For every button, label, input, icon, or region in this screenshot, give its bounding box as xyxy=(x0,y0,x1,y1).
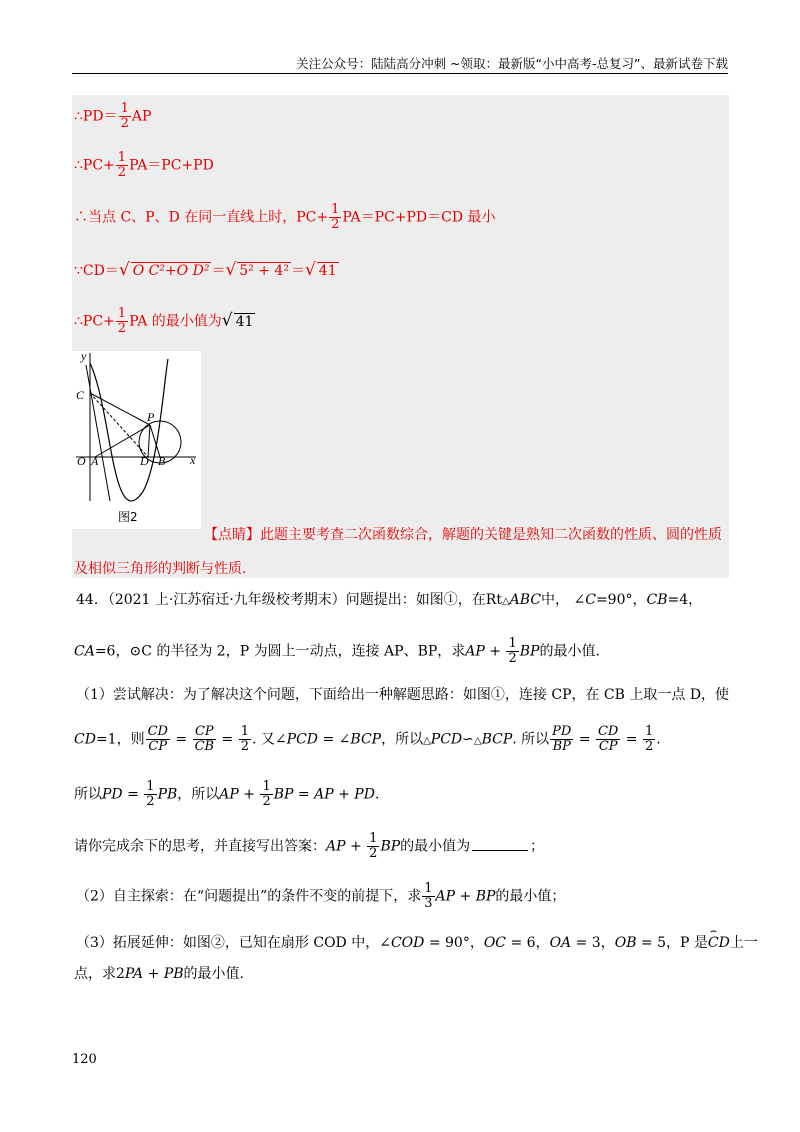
fraction xyxy=(329,203,341,232)
figure-2 xyxy=(72,351,201,529)
math: OB xyxy=(614,935,637,951)
text: 请你完成余下的思考，并直接写出答案： xyxy=(74,838,326,855)
text: ∴当点 C、P、D 在同一直线上时，PC+ xyxy=(74,209,329,226)
label-y: y xyxy=(81,351,87,363)
math: CB xyxy=(646,592,668,608)
math: + xyxy=(143,966,164,982)
denominator: 2 xyxy=(369,846,378,861)
fraction xyxy=(422,882,434,911)
denominator: 2 xyxy=(331,217,340,232)
math: BP xyxy=(519,643,540,660)
header-rule xyxy=(72,73,728,74)
denominator: 2 xyxy=(240,739,250,754)
math: BP xyxy=(380,838,401,855)
math: PCD xyxy=(286,731,319,748)
text: PA＝PC+PD＝CD 最小 xyxy=(342,209,496,226)
equals: ＝ xyxy=(290,263,305,279)
text: = 3， xyxy=(571,935,615,951)
text: 上一 xyxy=(729,935,758,951)
numerator: PD xyxy=(552,724,572,739)
text: . xyxy=(374,786,380,803)
segment-pd xyxy=(148,425,150,457)
page-number: 120 xyxy=(72,1052,97,1067)
sqrt-sign: √ xyxy=(304,260,316,280)
fraction xyxy=(367,832,379,861)
text: AP xyxy=(131,108,152,125)
text: ∵CD＝ xyxy=(74,263,119,279)
solution-line-4 xyxy=(74,260,339,280)
numerator: CP xyxy=(193,725,217,740)
fraction xyxy=(116,307,128,336)
fraction xyxy=(146,725,170,754)
text: ∴PC+ xyxy=(74,157,115,174)
denominator: 2 xyxy=(146,794,155,809)
fraction xyxy=(506,637,518,666)
numerator: 1 xyxy=(331,202,340,217)
fraction xyxy=(643,725,655,754)
problem-line-3: （1）尝试解决：为了解决这个问题，下面给出一种解题思路：如图①，连接 CP，在 CB 上取一点 D，使 xyxy=(76,687,730,703)
fraction xyxy=(144,780,156,809)
radicand: 41 xyxy=(318,263,337,279)
math: ABC xyxy=(509,592,542,608)
fraction xyxy=(193,725,217,754)
label-c: C xyxy=(76,388,85,402)
equals: = xyxy=(170,731,192,748)
text: = 5，P 是 xyxy=(636,935,708,951)
problem-line-5 xyxy=(74,780,379,809)
math: BCP xyxy=(481,731,513,748)
numerator: 1 xyxy=(117,306,127,321)
solution-line-2 xyxy=(74,151,214,180)
numerator: 1 xyxy=(146,779,155,794)
arc-cd: ⌢ CD xyxy=(708,935,730,951)
math: PD xyxy=(102,786,123,803)
denominator: 2 xyxy=(508,651,517,666)
text: =1，则 xyxy=(95,731,145,748)
triangle-symbol: △ xyxy=(473,735,482,747)
fraction xyxy=(239,725,251,754)
text: ，所以 xyxy=(381,731,424,748)
math: + xyxy=(345,838,367,855)
denominator: CB xyxy=(194,739,215,754)
math: CD xyxy=(74,731,96,748)
math: COD xyxy=(390,935,425,951)
math: PB xyxy=(157,786,178,803)
denominator: 2 xyxy=(117,321,127,336)
text: PA＝PC+PD xyxy=(129,157,214,174)
radicand: 5² + 4² xyxy=(239,263,289,279)
radicand: O C²+O D² xyxy=(132,263,210,279)
fraction xyxy=(119,102,131,131)
text: （3）拓展延伸：如图②，已知在扇形 COD 中，∠ xyxy=(76,935,391,951)
answer-blank[interactable] xyxy=(472,850,528,851)
text: ∴PD＝ xyxy=(74,108,118,125)
text: =4， xyxy=(667,592,703,608)
denominator: 2 xyxy=(120,116,129,131)
text: 44．（2021 上·江苏宿迁·九年级校考期末）问题提出：如图①，在Rt xyxy=(76,592,502,608)
math: PB xyxy=(163,966,184,982)
numerator: CD xyxy=(597,724,619,739)
numerator: 1 xyxy=(240,724,250,739)
numerator: 1 xyxy=(424,881,433,896)
solution-line-3 xyxy=(74,203,496,232)
text: . 又∠ xyxy=(252,731,287,748)
text: = 6， xyxy=(506,935,550,951)
math: + xyxy=(333,786,355,803)
text: PA 的最小值为 xyxy=(129,313,222,330)
math: AP xyxy=(314,786,334,803)
denominator: 3 xyxy=(424,896,433,911)
numerator: CD xyxy=(147,724,168,739)
equals: = xyxy=(122,786,144,803)
sqrt-sign: √ xyxy=(221,310,233,331)
text: （2）自主探索：在“问题提出”的条件不变的前提下，求 xyxy=(76,888,422,905)
math: PCD xyxy=(430,731,463,748)
text: 中， xyxy=(541,592,570,608)
fraction xyxy=(260,780,272,809)
figure-caption: 图2 xyxy=(118,510,138,524)
solution-line-1 xyxy=(74,102,151,131)
text: 的最小值为 xyxy=(400,838,471,855)
text: 的最小值. xyxy=(183,966,244,982)
denominator: CP xyxy=(598,739,618,754)
math: PD xyxy=(354,786,375,803)
denominator: BP xyxy=(552,739,571,754)
comment-line-2: 及相似三角形的判断与性质. xyxy=(74,561,247,577)
segment-cp xyxy=(90,393,150,425)
math: BP xyxy=(475,888,496,905)
fraction xyxy=(596,725,620,754)
fraction xyxy=(550,725,573,754)
denominator: 2 xyxy=(645,739,654,754)
radicand: 41 xyxy=(235,313,254,330)
similar-symbol: ∽ xyxy=(462,731,474,748)
label-o: O xyxy=(77,454,86,468)
math: OC xyxy=(483,935,507,951)
denominator: CP xyxy=(148,739,168,754)
label-p: P xyxy=(147,410,155,424)
comment-line-1: 【点睛】此题主要考查二次函数综合，解题的关键是熟知二次函数的性质、圆的性质 xyxy=(204,527,722,543)
math: AP xyxy=(465,643,485,660)
numerator: 1 xyxy=(645,724,654,739)
problem-line-1: 44．（2021 上·江苏宿迁·九年级校考期末）问题提出：如图①，在Rt△ABC中， ∠C=90°，CB=4， xyxy=(76,592,703,608)
problem-line-2 xyxy=(74,637,600,666)
math: CA xyxy=(74,643,95,660)
numerator: 1 xyxy=(120,101,129,116)
text: ； xyxy=(530,838,545,855)
math: C xyxy=(585,592,596,608)
equals: = xyxy=(217,731,238,748)
sqrt-sign: √ xyxy=(118,260,130,280)
text: 点，求2 xyxy=(74,966,125,982)
problem-line-9 xyxy=(74,963,244,983)
equals: ＝ xyxy=(211,263,226,279)
numerator: 1 xyxy=(369,831,378,846)
problem-line-7 xyxy=(76,882,565,911)
triangle-symbol: △ xyxy=(423,735,431,747)
math: + xyxy=(238,786,260,803)
text: 所以 xyxy=(74,786,102,803)
math: AP xyxy=(435,888,456,905)
math: AP xyxy=(326,838,346,855)
parabola-curve xyxy=(90,359,168,501)
equals: = xyxy=(293,786,315,803)
math: BCP xyxy=(350,731,382,748)
math: OA xyxy=(549,935,572,951)
text: . 所以 xyxy=(512,731,550,748)
text: = 90°， xyxy=(424,935,484,951)
label-b: B xyxy=(158,454,166,468)
denominator: 2 xyxy=(262,794,271,809)
math: + xyxy=(455,888,476,905)
problem-line-8 xyxy=(76,932,758,952)
math: AP xyxy=(219,786,239,803)
math: BP xyxy=(273,786,294,803)
text: = ∠ xyxy=(318,731,351,748)
denominator: 2 xyxy=(117,165,127,180)
text: 的最小值； xyxy=(495,888,566,905)
math: + xyxy=(484,643,506,660)
text: 的最小值. xyxy=(539,643,600,660)
label-d: D xyxy=(140,454,149,468)
text: . xyxy=(656,731,661,748)
triangle-symbol: △ xyxy=(501,596,510,607)
page-header: 关注公众号：陆陆高分冲刺 ~领取：最新版“小中高考-总复习”、最新试卷下载 xyxy=(296,56,728,71)
parabola-circle-diagram xyxy=(72,351,201,529)
text: =6，⊙C 的半径为 2，P 为圆上一动点，连接 AP、BP，求 xyxy=(94,643,466,660)
text: =90°， xyxy=(595,592,647,608)
text: ∴PC+ xyxy=(74,313,115,330)
solution-line-5 xyxy=(74,307,255,336)
label-a: A xyxy=(91,454,99,468)
label-x: x xyxy=(190,453,196,467)
numerator: 1 xyxy=(262,779,271,794)
fraction xyxy=(116,151,128,180)
math: PA xyxy=(124,966,144,982)
numerator: 1 xyxy=(508,636,517,651)
sqrt-sign: √ xyxy=(225,260,237,280)
problem-line-6 xyxy=(74,832,544,861)
text: ，所以 xyxy=(177,786,220,803)
problem-line-4: CD=1，则 $\frac{CD}{CP}$ = $\frac{CP}{CB}$ = $\frac{1}{2}$ . 又∠PCD = ∠BCP，所以△PCD∽△BCP. 所以 $\frac{PD}{BP}$ = $\frac{CD}{CP}$ = $\frac{1}{2}$ . xyxy=(74,724,661,754)
numerator: 1 xyxy=(117,150,127,165)
